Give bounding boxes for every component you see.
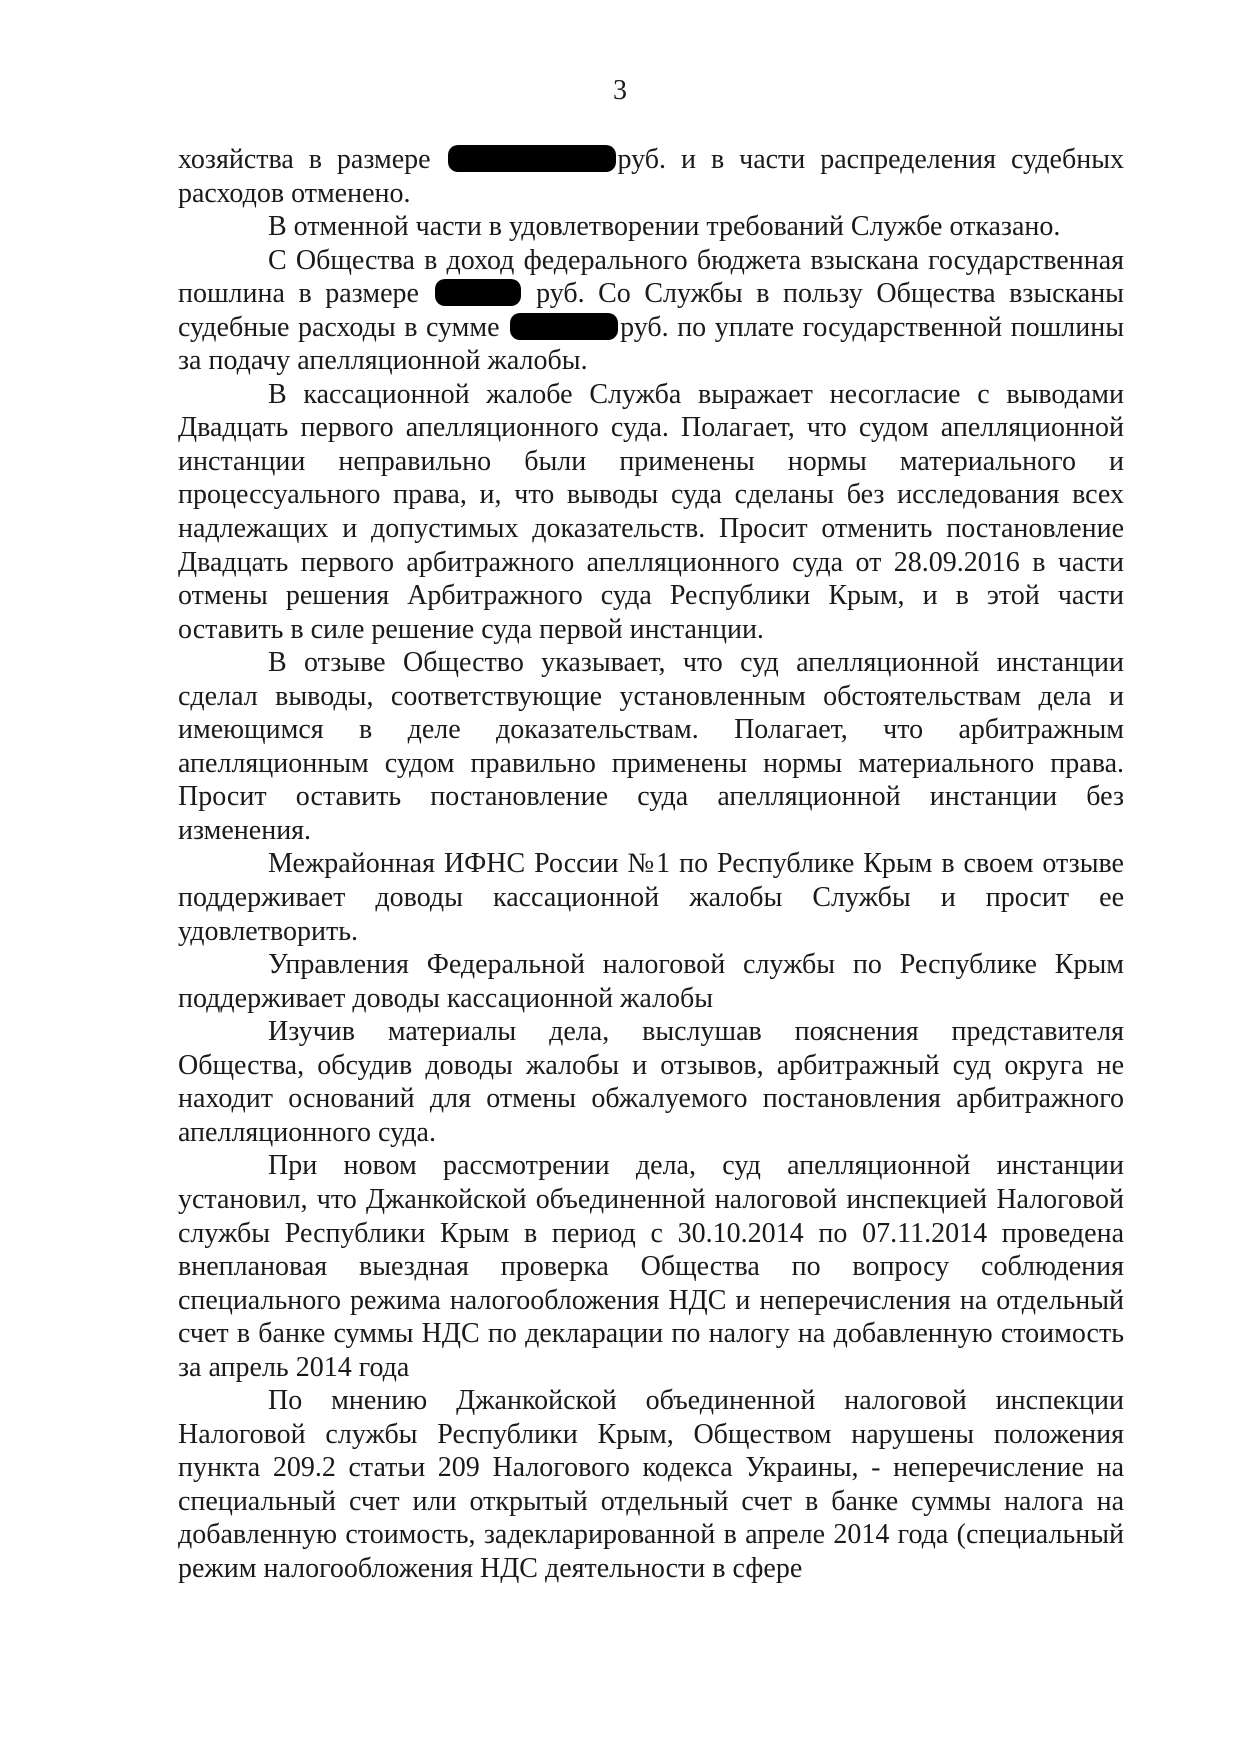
paragraph-text: руб. по уплате государственной пошлины за подачу апелляционной жалобы. xyxy=(178,311,1125,377)
paragraph-text: руб. и в части распределения судебных расходов отменено. xyxy=(178,144,1125,209)
redaction-block xyxy=(448,145,616,172)
document-body xyxy=(178,143,1124,1586)
paragraph: В кассационной жалобе Служба выражает несогласие с выводами Двадцать первого апелляционного суда. Полагает, что судом апелляционной инстанции неправильно были применены нормы материального и процессуального права, и, что выводы суда сделаны без исследования всех надлежащих и допустимых доказательств. Просит отменить постановление Двадцать первого арбитражного апелляционного суда от 28.09.2016 в части отмены решения Арбитражного суда Республики Крым, и в этой части оставить в силе решение суда первой инстанции. xyxy=(178,378,1124,645)
paragraph xyxy=(178,244,1124,378)
paragraph: В отменной части в удовлетворении требований Службе отказано. xyxy=(268,211,1061,243)
redaction-block xyxy=(435,279,521,306)
paragraph: Межрайонная ИФНС России №1 по Республике Крым в своем отзыве поддерживает доводы кассационной жалобы Службы и просит ее удовлетворить. xyxy=(178,848,1124,947)
paragraph-continuation xyxy=(178,143,1124,210)
paragraph: Изучив материалы дела, выслушав пояснения представителя Общества, обсудив доводы жалобы и отзывов, арбитражный суд округа не находит оснований для отмены обжалуемого постановления арбитражного апелляционного суда. xyxy=(178,1016,1124,1148)
paragraph-text: хозяйства в размере xyxy=(178,144,431,175)
paragraph: При новом рассмотрении дела, суд апелляционной инстанции установил, что Джанкойской объединенной налоговой инспекцией Налоговой службы Республики Крым в период с 30.10.2014 по 07.11.2014 проведена внеплановая выездная проверка Общества по вопросу соблюдения специального режима налогообложения НДС и неперечисления на отдельный счет в банке суммы НДС по декларации по налогу на добавленную стоимость за апрель 2014 года xyxy=(178,1150,1124,1383)
paragraph-text: С Общества в доход федерального бюджета взыскана государственная пошлина в размере xyxy=(178,244,1124,310)
paragraph-text: руб. Со Службы в пользу Общества взысканы судебные расходы в сумме xyxy=(178,278,1124,343)
paragraph: В отзыве Общество указывает, что суд апелляционной инстанции сделал выводы, соответствующие установленным обстоятельствам дела и имеющимся в деле доказательствам. Полагает, что арбитражным апелляционным судом правильно применены нормы материального права. Просит оставить постановление суда апелляционной инстанции без изменения. xyxy=(178,647,1124,846)
page-number: 3 xyxy=(613,75,627,106)
redaction-block xyxy=(510,313,618,340)
paragraph: Управления Федеральной налоговой службы по Республике Крым поддерживает доводы кассационной жалобы xyxy=(178,949,1124,1014)
paragraph: По мнению Джанкойской объединенной налоговой инспекции Налоговой службы Республики Крым, Обществом нарушены положения пункта 209.2 статьи 209 Налогового кодекса Украины, - неперечисление на специальный счет или открытый отдельный счет в банке суммы налога на добавленную стоимость, задекларированной в апреле 2014 года (специальный режим налогообложения НДС деятельности в сфере xyxy=(178,1385,1124,1584)
